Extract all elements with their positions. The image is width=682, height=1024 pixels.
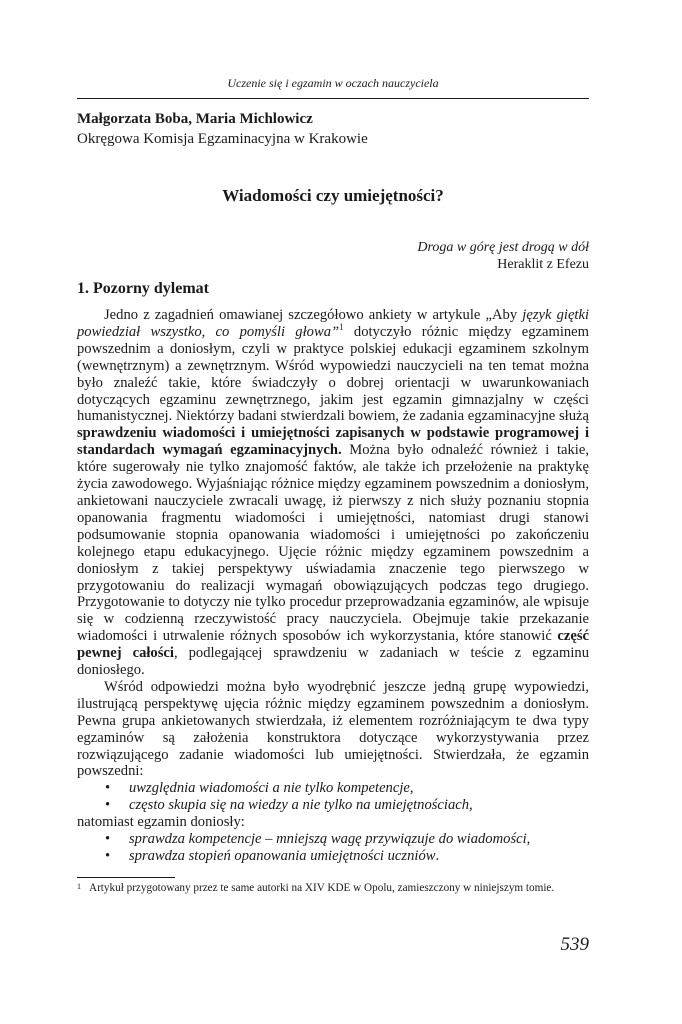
p1-quoted-title: język giętki powiedział wszystko, co pomyśli głowa” [77,307,590,340]
body-text [77,307,589,865]
epigraph-source: Heraklit z Efezu [497,257,589,272]
page-number: 539 [560,934,589,955]
list-item-text: uwzględnia wiadomości a nie tylko kompetencje [129,780,410,797]
epigraph-quote: Droga w górę jest drogą w dół [417,240,589,255]
footnote [77,882,589,895]
p1-text-4: , podlegającej sprawdzeniu w zadaniach w teście z egzaminu doniosłego. [77,645,589,679]
paragraph-1 [77,307,589,679]
footnote-ref[interactable]: 1 [339,322,344,333]
footnote-text: Artykuł przygotowany przez te same autorki na XIV KDE w Opolu, zamieszczony w niniejszym tomie. [89,882,555,894]
bullet-icon: • [105,848,111,864]
bullet-list-doniosly [77,831,589,865]
header-rule [77,98,589,99]
p1-emphasis-2: część pewnej całości [77,628,589,662]
list-item-text: sprawdza kompetencje – mniejszą wagę przywiązuje do wiadomości [129,831,527,848]
section-heading: 1. Pozorny dylemat [77,280,209,297]
list-item [77,848,589,865]
footnote-rule [77,877,175,878]
list-item-punct: , [409,780,414,797]
p1-text-2: dotyczyło różnic między egzaminem powszednim a doniosłym, czyli w praktyce polskiej edukacji egzaminem szkolnym (wewnętrznym) a zewnętrznym. Wśród wypowiedzi nauczycieli na ten temat można było znaleźć takie, które świadczyły o dobrej orientacji w uwarunkowaniach dotyczących egzaminu zewnętrznego, jakim jest egzamin gimnazjalny w części humanistycznej. Niektórzy badani stwierdzali bowiem, że zadania egzaminacyjne służą [77,323,590,425]
list-item [77,780,589,797]
bullet-list-powszedni [77,780,589,814]
list-item-punct: . [435,848,440,864]
article-title: Wiadomości czy umiejętności? [222,186,444,205]
epigraph [417,239,589,273]
footnote-number: 1 [77,882,81,891]
list-item [77,797,589,814]
list-item [77,831,589,848]
p1-text-1: Jedno z zagadnień omawianej szczegółowo ankiety w artykule „Aby [104,307,523,323]
running-head: Uczenie się i egzamin w oczach nauczyciela [227,76,439,90]
list-item-text: często skupia się na wiedzy a nie tylko na umiejętnościach, [129,797,473,814]
list-item-punct: , [526,831,531,848]
paragraph-2: Wśród odpowiedzi można było wyodrębnić jeszcze jedną grupę wypowiedzi, ilustrującą perspektywę ujęcia różnic między egzaminem powszednim a doniosłym. Pewna grupa ankietowanych stwierdzała, iż elementem rozróżniającym te dwa typy egzaminów są założenia konstruktora dotyczące wykorzystywania przez rozwiązującego zadanie wiadomości lub umiejętności. Stwierdzała, że egzamin powszedni: [77,678,589,780]
affiliation: Okręgowa Komisja Egzaminacyjna w Krakowie [77,131,368,147]
bullet-icon: • [105,780,111,797]
p1-emphasis-1: sprawdzeniu wiadomości i umiejętności zapisanych w podstawie programowej i standardach wymagań egzaminacyjnych. [77,425,589,459]
p1-text-3: Można było odnaleźć również i takie, które sugerowały nie tylko znajomość faktów, ale także ich przełożenie na praktykę życia zawodowego. Wyjaśniając różnice między egzaminem powszednim a doniosłym, ankietowani nauczyciele zwracali uwagę, iż pierwszy z nich służy poznaniu stopnia opanowania fragmentu wiadomości i umiejętności, natomiast drugi stanowi podsumowanie stopnia opanowania wiadomości i umiejętności po zakończeniu kolejnego etapu edukacyjnego. Ujęcie różnic między egzaminem powszednim a doniosłym z takiej perspektywy uświadamia znaczenie tego pierwszego w przygotowaniu do realizacji wymagań obowiązujących podczas tego drugiego. Przygotowanie to dotyczy nie tylko procedur przeprowadzania egzaminów, ale wpisuje się w codzienną rzeczywistość pracy nauczyciela. Obejmuje takie przekazanie wiadomości i utrwalenie różnych sposobów ich wykorzystania, które stanowić [77,442,589,645]
authors: Małgorzata Boba, Maria Michlowicz [77,111,313,127]
bullet-icon: • [105,831,111,848]
list-connector: natomiast egzamin doniosły: [77,814,245,831]
bullet-icon: • [105,797,111,814]
list-item-text: sprawdza stopień opanowania umiejętności uczniów [129,848,436,864]
